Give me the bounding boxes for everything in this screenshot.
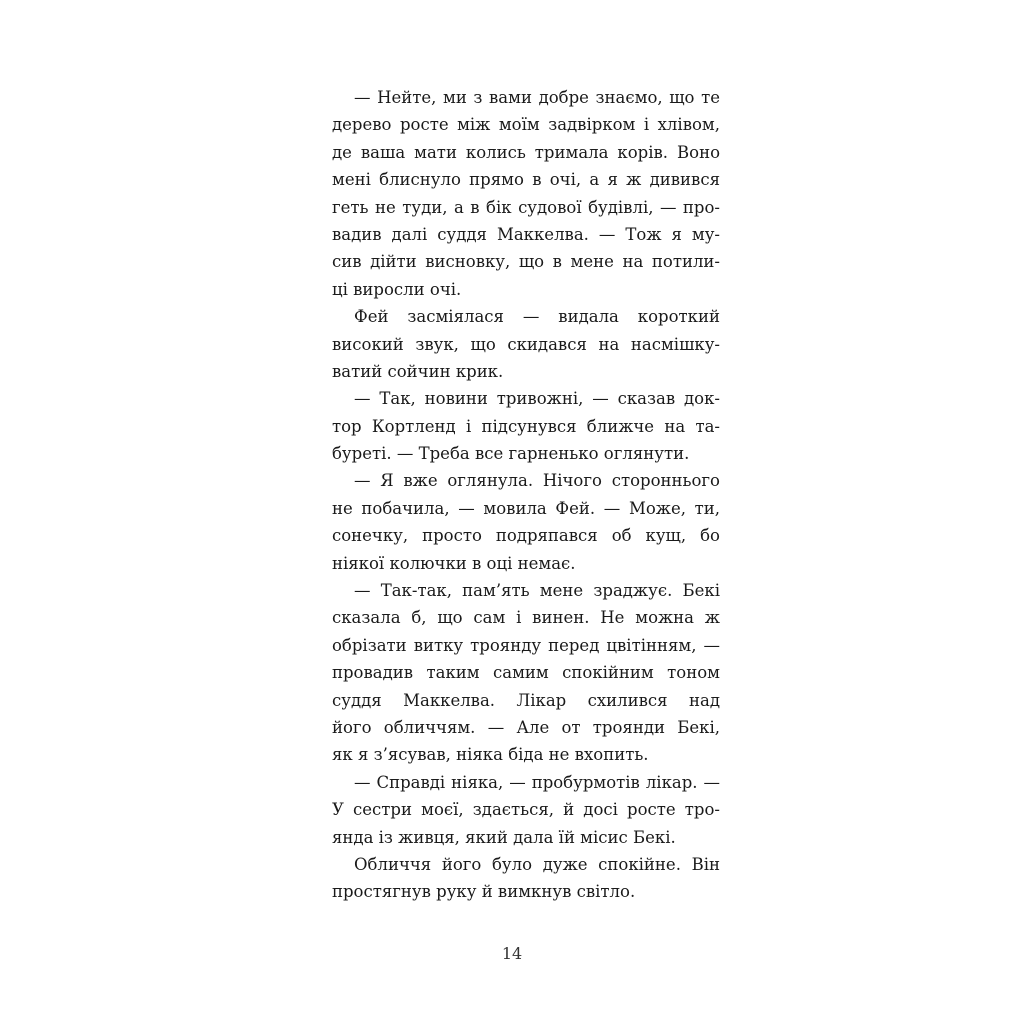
text-line: янда із живця, який дала їй місис Бекі. — [332, 827, 676, 847]
text-line: буреті. — Треба все гарненько оглянути. — [332, 444, 690, 464]
text-line: мені блиснуло прямо в очі, а я ж дивився — [332, 170, 720, 190]
text-line: не побачила, — мовила Фей. — Може, ти, — [332, 498, 720, 518]
text-line: сонечку, просто подряпався об кущ, бо — [332, 526, 720, 546]
text-line: ці виросли очі. — [332, 279, 462, 299]
text-line: його обличчям. — Але от троянди Бекі, — [332, 717, 720, 737]
text-line: ватий сойчин крик. — [332, 361, 504, 381]
text-line: сив дійти висновку, що в мене на потили- — [332, 252, 720, 272]
text-line: У сестри моєї, здається, й досі росте тро- — [332, 800, 720, 820]
text-line: — Справді ніяка, — пробурмотів лікар. — — [354, 772, 720, 792]
text-line: високий звук, що скидався на насмішку- — [332, 334, 720, 354]
text-line: Фей засміялася — видала короткий — [354, 307, 720, 327]
text-line: дерево росте між моїм задвірком і хлівом, — [332, 115, 720, 135]
text-line: провадив таким самим спокійним тоном — [332, 663, 720, 683]
text-line: — Так-так, пам’ять мене зраджує. Бекі — [354, 581, 720, 601]
text-line: геть не туди, а в бік судової будівлі, — про- — [332, 197, 720, 217]
text-line: Обличчя його було дуже спокійне. Він — [354, 854, 720, 874]
text-line: тор Кортленд і підсунувся ближче на та- — [332, 416, 720, 436]
page-number: 14 — [501, 944, 523, 963]
text-line: простягнув руку й вимкнув світло. — [332, 882, 636, 902]
text-line: — Я вже оглянула. Нічого стороннього — [354, 471, 720, 491]
page-body-text — [332, 84, 720, 906]
text-line: — Так, новини тривожні, — сказав док- — [354, 389, 720, 409]
text-line: де ваша мати колись тримала корів. Воно — [332, 142, 720, 162]
text-line: сказала б, що сам і винен. Не можна ж — [332, 608, 720, 628]
text-line: обрізати витку троянду перед цвітінням, — — [332, 635, 720, 655]
text-line: вадив далі суддя Маккелва. — Тож я му- — [332, 224, 720, 244]
text-line: — Нейте, ми з вами добре знаємо, що те — [354, 88, 720, 107]
text-line: ніякої колючки в оці немає. — [332, 553, 576, 573]
text-line: як я з’ясував, ніяка біда не вхопить. — [332, 745, 649, 765]
text-line: суддя Маккелва. Лікар схилився над — [332, 690, 720, 710]
